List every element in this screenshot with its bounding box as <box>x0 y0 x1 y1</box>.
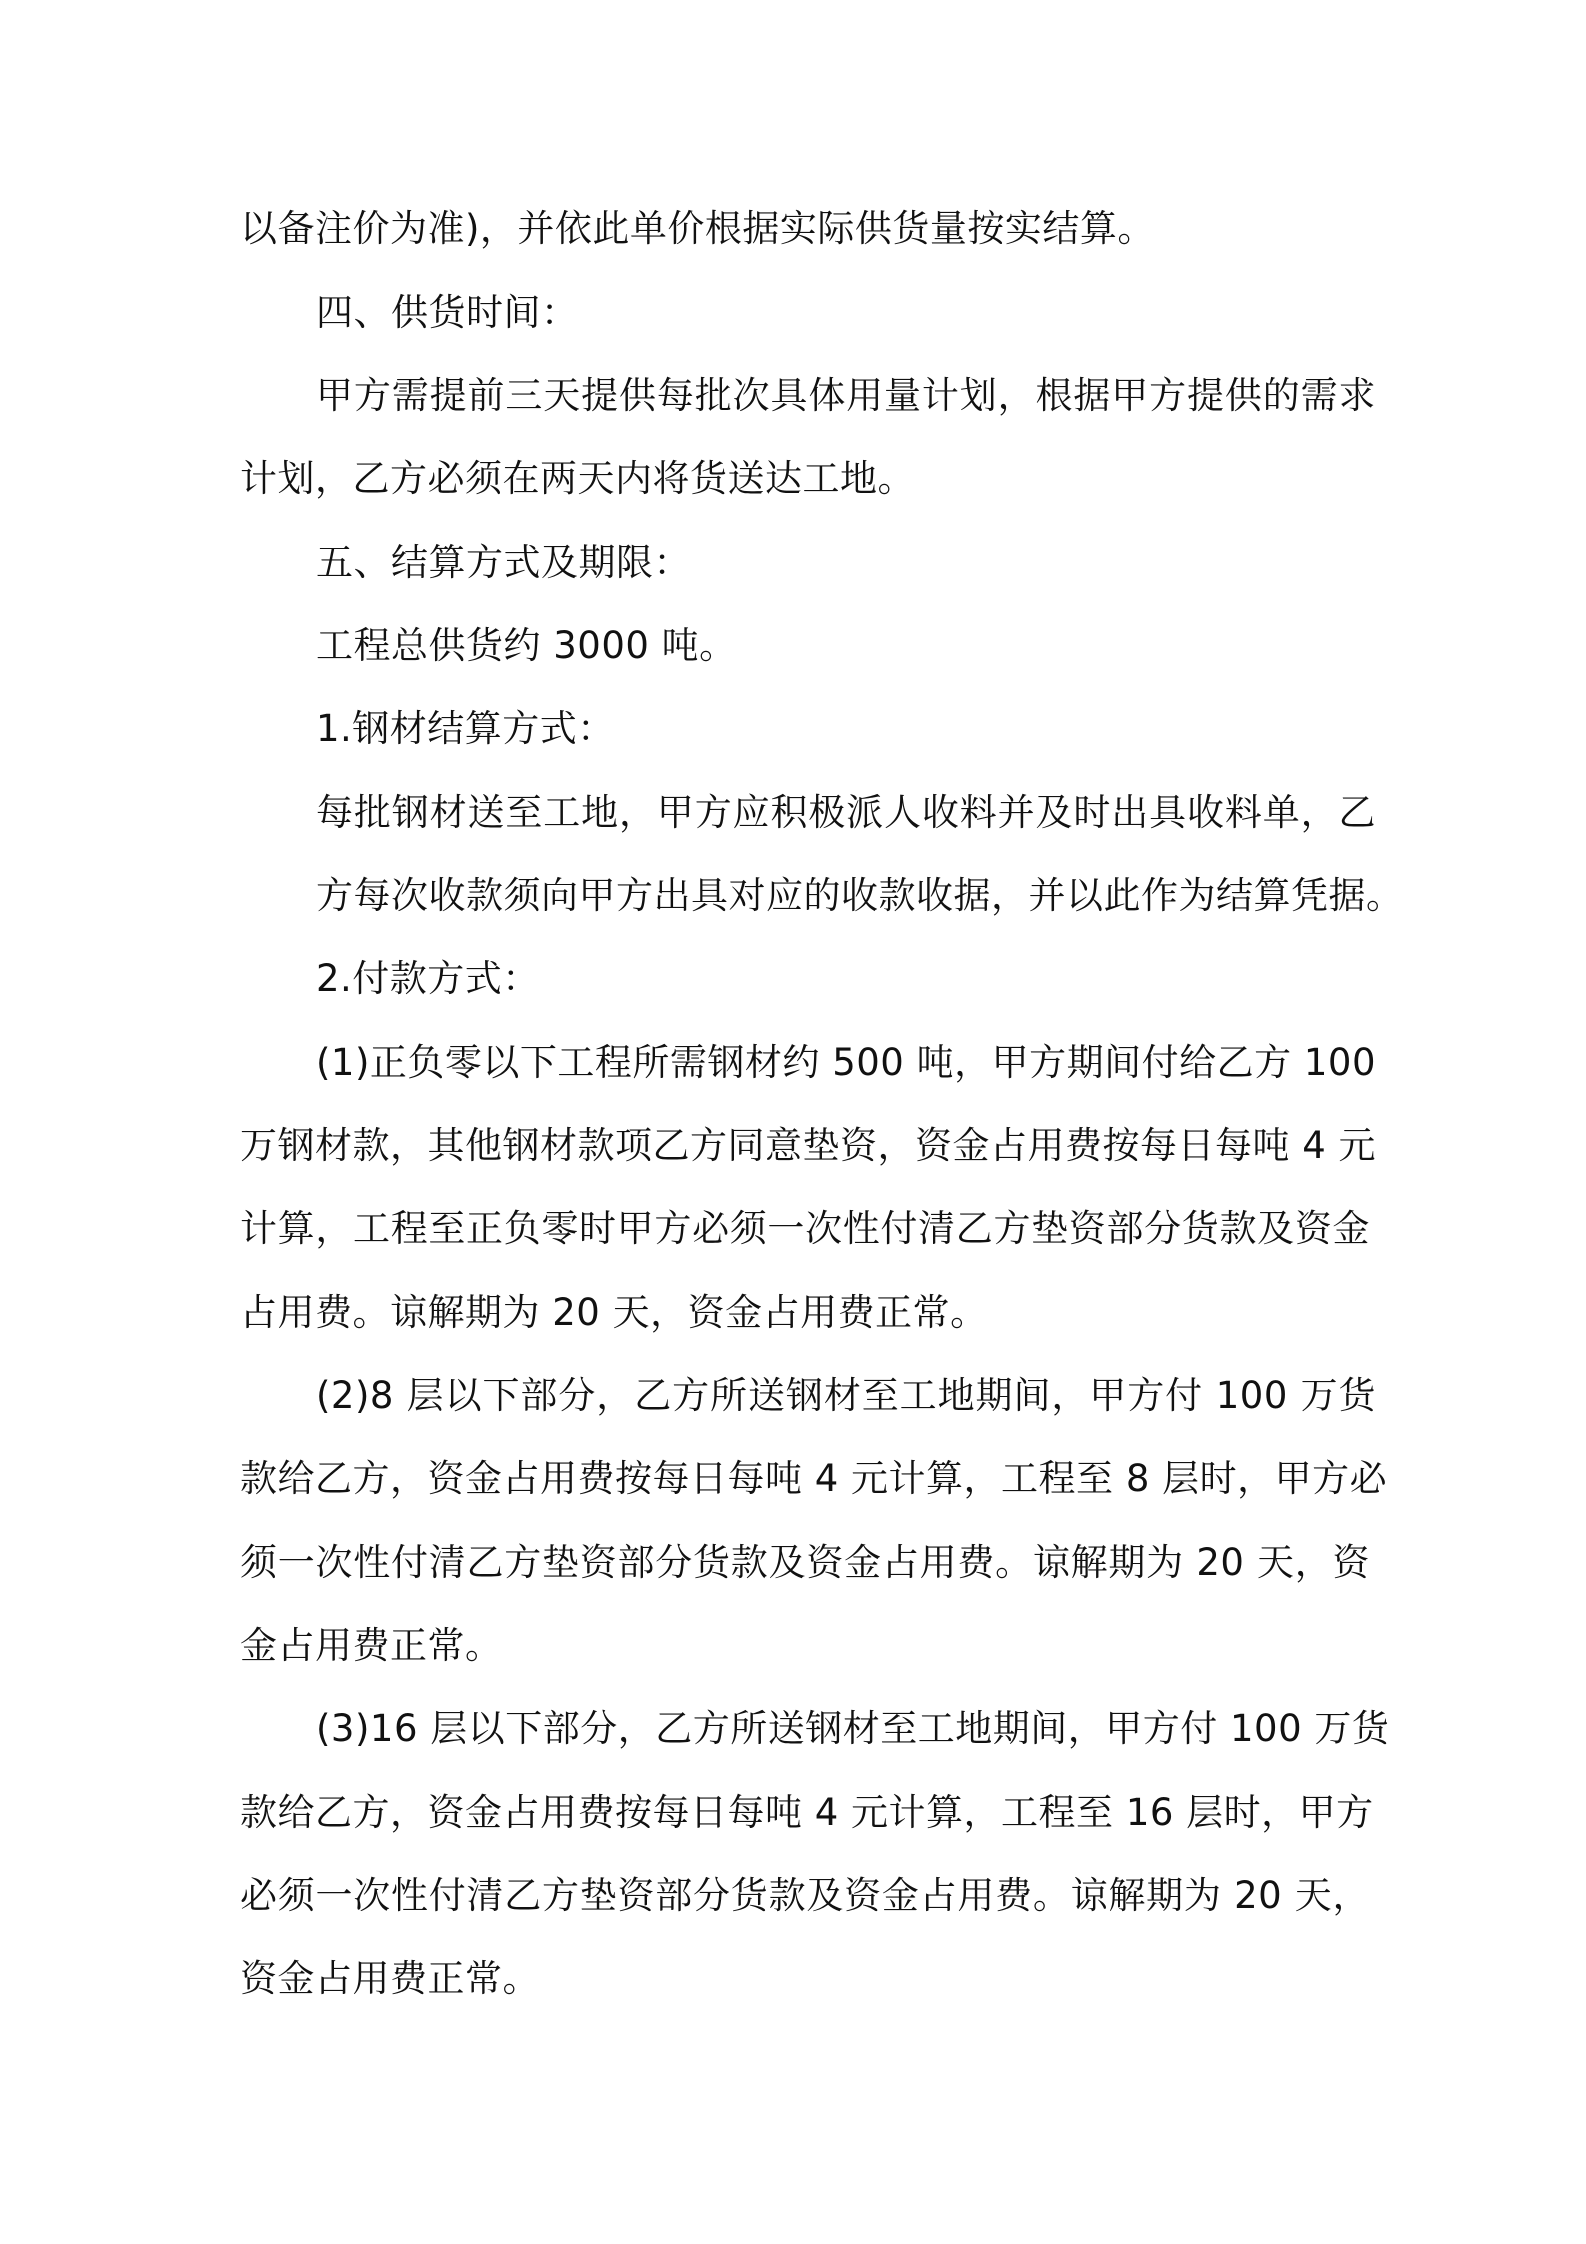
paragraph-line: 款给乙方，资金占用费按每日每吨 4 元计算，工程至 16 层时，甲方 <box>240 1791 1374 1834</box>
paragraph-line: 工程总供货约 3000 吨。 <box>316 624 737 667</box>
paragraph-line: 金占用费正常。 <box>240 1624 503 1667</box>
paragraph-line: 每批钢材送至工地，甲方应积极派人收料并及时出具收料单，乙 <box>316 791 1376 834</box>
paragraph-line: 计算，工程至正负零时甲方必须一次性付清乙方垫资部分货款及资金 <box>240 1207 1370 1250</box>
paragraph-line: 须一次性付清乙方垫资部分货款及资金占用费。谅解期为 20 天，资 <box>240 1541 1370 1584</box>
paragraph-line: 款给乙方，资金占用费按每日每吨 4 元计算，工程至 8 层时，甲方必 <box>240 1457 1388 1500</box>
subsection-heading: 2.付款方式： <box>316 957 540 1000</box>
section-heading: 四、供货时间： <box>316 291 579 334</box>
paragraph-line: 以备注价为准)，并依此单价根据实际供货量按实结算。 <box>240 207 1155 250</box>
paragraph-line: 方每次收款须向甲方出具对应的收款收据，并以此作为结算凭据。 <box>316 874 1404 917</box>
paragraph-line: 资金占用费正常。 <box>240 1957 540 2000</box>
paragraph-line: (3)16 层以下部分，乙方所送钢材至工地期间，甲方付 100 万货 <box>316 1707 1390 1750</box>
paragraph-line: (1)正负零以下工程所需钢材约 500 吨，甲方期间付给乙方 100 <box>316 1041 1376 1084</box>
paragraph-line: 万钢材款，其他钢材款项乙方同意垫资，资金占用费按每日每吨 4 元 <box>240 1124 1377 1167</box>
subsection-heading: 1.钢材结算方式： <box>316 707 615 750</box>
paragraph-line: 占用费。谅解期为 20 天，资金占用费正常。 <box>240 1291 988 1334</box>
paragraph-line: 计划，乙方必须在两天内将货送达工地。 <box>240 457 915 500</box>
paragraph-line: 必须一次性付清乙方垫资部分货款及资金占用费。谅解期为 20 天， <box>240 1874 1370 1917</box>
paragraph-line: (2)8 层以下部分，乙方所送钢材至工地期间，甲方付 100 万货 <box>316 1374 1376 1417</box>
section-heading: 五、结算方式及期限： <box>316 541 691 584</box>
paragraph-line: 甲方需提前三天提供每批次具体用量计划，根据甲方提供的需求 <box>316 374 1376 417</box>
